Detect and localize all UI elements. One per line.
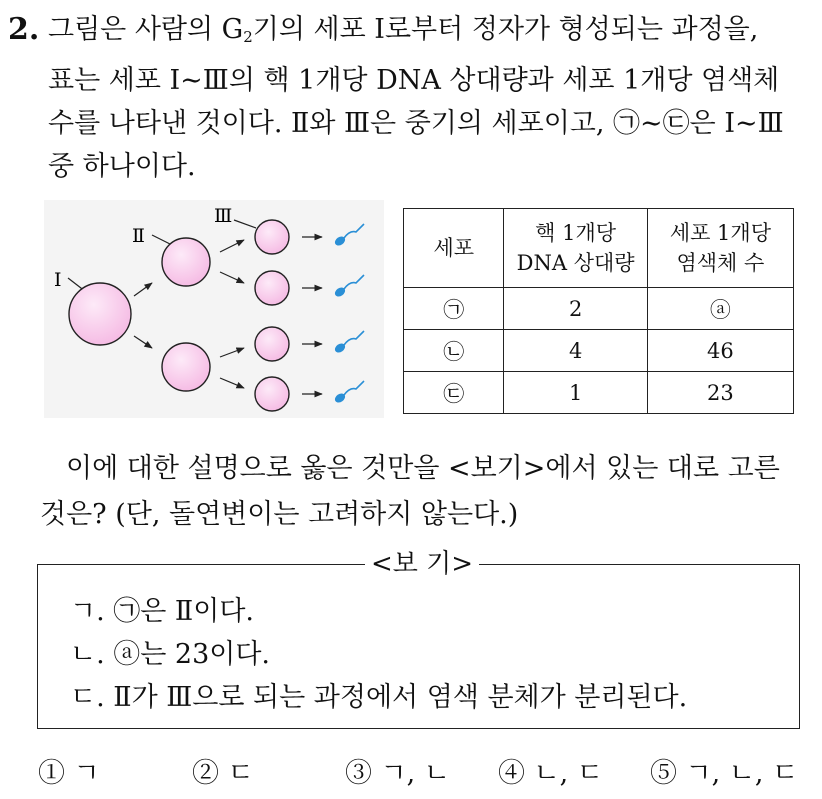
dna-value: 2 [504,288,647,330]
label-cell-II: Ⅱ [132,225,145,247]
cell-id: ㉡ [404,330,504,372]
question-line: 그림은 사람의 $G_2$기의 세포 Ⅰ로부터 정자가 형성되는 과정을, [48,14,759,46]
question-prompt [40,446,806,538]
cell-III-1 [255,220,289,254]
chromosome-value: ⓐ [647,288,793,330]
bogi-item[interactable]: ㄷ. Ⅱ가 Ⅲ으로 되는 과정에서 염색 분체가 분리된다. [70,682,688,713]
question-number: 2. [8,12,40,47]
spermatogenesis-figure [44,200,384,418]
prompt-line: 것은? (단, 돌연변이는 고려하지 않는다.) [40,499,519,530]
cell-III-3 [255,327,289,361]
cell-I [69,283,131,345]
chromosome-value: 23 [647,372,793,414]
table-row [404,330,794,372]
question-line: 수를 나타낸 것이다. Ⅱ와 Ⅲ은 중기의 세포이고, ㉠∼㉢은 Ⅰ∼Ⅲ [48,108,784,139]
bogi-items [70,590,687,719]
bogi-item[interactable]: ㄱ. ㉠은 Ⅱ이다. [70,596,255,627]
table-header-row [404,209,794,288]
table-row [404,372,794,414]
header-chromosomes: 세포 1개당 염색체 수 [647,209,793,288]
dna-value: 4 [504,330,647,372]
cell-II-top [162,238,210,286]
choice-5[interactable]: ⑤ ㄱ, ㄴ, ㄷ [650,758,799,789]
header-dna: 핵 1개당 DNA 상대량 [504,209,647,288]
chromosome-value: 46 [647,330,793,372]
dna-value: 1 [504,372,647,414]
choice-4[interactable]: ④ ㄴ, ㄷ [498,758,603,789]
cell-data-table [403,208,794,414]
cell-III-2 [255,271,289,305]
choice-3[interactable]: ③ ㄱ, ㄴ [345,758,450,789]
question-text [48,8,814,188]
question-line: 중 하나이다. [48,151,196,182]
bogi-item[interactable]: ㄴ. ⓐ는 23이다. [70,639,271,670]
label-cell-III: Ⅲ [214,205,233,227]
question-stem [8,8,814,188]
prompt-line: 이에 대한 설명으로 옳은 것만을 <보기>에서 있는 대로 고른 [66,453,780,484]
question-line: 표는 세포 Ⅰ∼Ⅲ의 핵 1개당 DNA 상대량과 세포 1개당 염색체 [48,65,780,96]
table-row [404,288,794,330]
bogi-title: <보 기> [365,547,479,581]
header-cell: 세포 [404,209,504,288]
cell-III-4 [255,377,289,411]
cell-II-bottom [162,343,210,391]
cell-id: ㉢ [404,372,504,414]
cell-id: ㉠ [404,288,504,330]
label-cell-I: Ⅰ [54,269,62,291]
choice-2[interactable]: ② ㄷ [192,758,254,789]
choice-1[interactable]: ① ㄱ [38,758,100,789]
spermatogenesis-diagram [44,200,384,418]
